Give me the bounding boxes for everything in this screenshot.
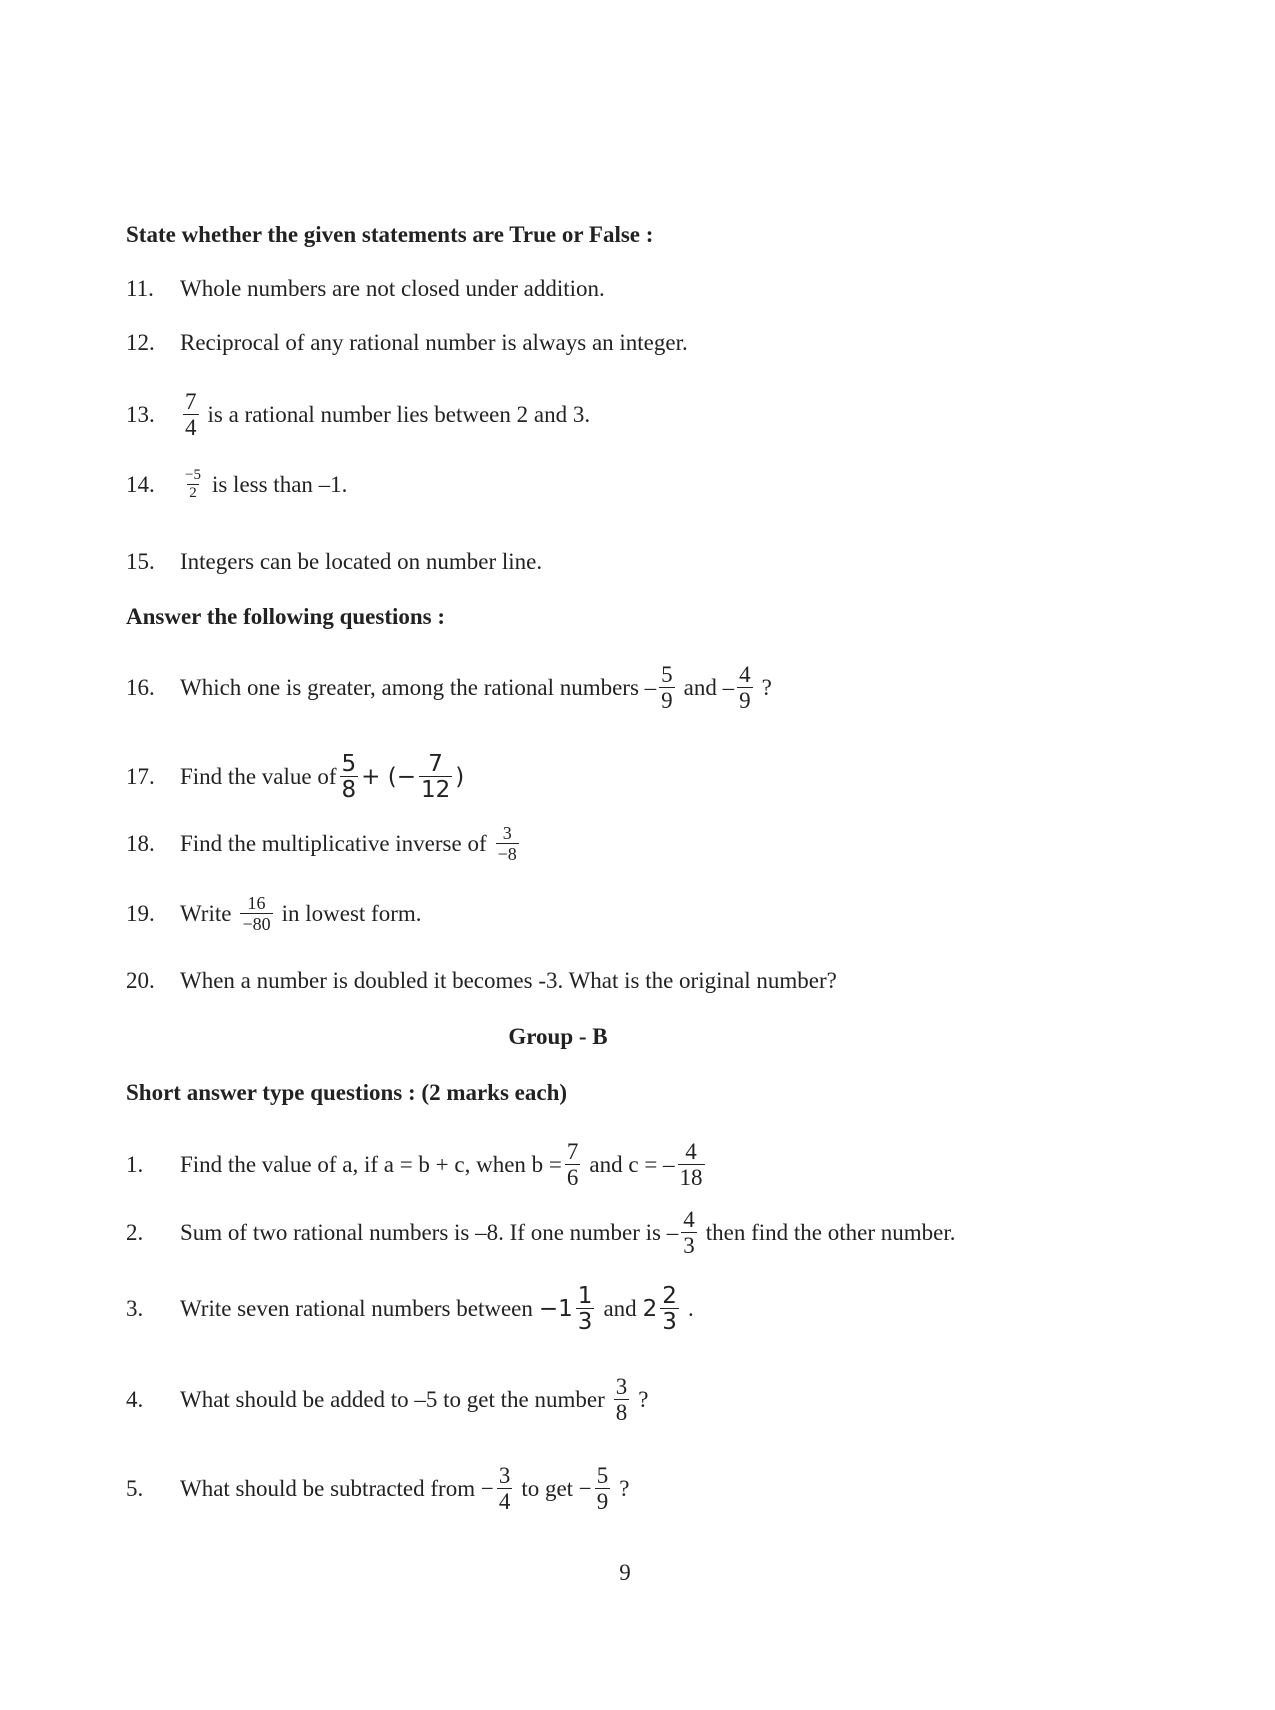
numerator: 7 (428, 751, 443, 777)
numerator: 7 (566, 1139, 579, 1164)
operator: + (− (361, 764, 416, 791)
numerator: 4 (683, 1207, 695, 1232)
group-title: Group - B (508, 1024, 608, 1049)
question-13 (126, 390, 590, 440)
denominator: 4 (185, 415, 197, 441)
question-text: in lowest form. (281, 900, 422, 926)
question-text: Write (180, 900, 232, 926)
question-text: is a rational number lies between 2 and 3. (207, 402, 591, 428)
section-heading-short-answer: Short answer type questions : (2 marks each) (126, 1080, 568, 1105)
denominator: −8 (497, 843, 517, 864)
mixed-number-whole: 2 (642, 1296, 658, 1323)
denominator: 3 (662, 1309, 677, 1336)
fraction (183, 390, 199, 440)
question-text: then find the other number. (705, 1220, 956, 1246)
fraction (737, 663, 753, 713)
numerator: 5 (341, 751, 357, 777)
fraction (614, 1375, 630, 1425)
fraction (240, 894, 272, 934)
denominator: 3 (683, 1233, 695, 1259)
question-number: 3. (126, 1296, 144, 1322)
question-text: Whole numbers are not closed under addition. (180, 276, 605, 301)
question-number: 14. (126, 471, 155, 497)
denominator: 18 (679, 1165, 703, 1191)
question-14 (126, 468, 347, 502)
fraction (576, 1284, 595, 1334)
denominator: 3 (577, 1309, 593, 1336)
numerator: 3 (615, 1374, 628, 1399)
question-text: Which one is greater, among the rational numbers – (180, 675, 657, 701)
question-number: 15. (126, 549, 155, 574)
denominator: 4 (498, 1489, 511, 1515)
question-text: What should be added to –5 to get the number (180, 1387, 605, 1413)
denominator: 8 (615, 1400, 628, 1426)
question-number: 17. (126, 764, 155, 790)
fraction (183, 468, 203, 502)
question-text: is less than –1. (211, 471, 348, 497)
question-text: What should be subtracted from − (180, 1476, 494, 1502)
question-12 (126, 330, 688, 356)
question-number: 19. (126, 900, 155, 926)
question-text: ? (761, 675, 772, 701)
fraction (565, 1140, 581, 1190)
numerator: 4 (685, 1139, 697, 1164)
fraction (497, 1464, 513, 1514)
question-text: When a number is doubled it becomes -3. What is the original number? (180, 968, 837, 993)
numerator: 4 (739, 662, 751, 687)
question-15 (126, 549, 542, 575)
question-16 (126, 663, 772, 713)
question-text: Write seven rational numbers between (180, 1296, 533, 1322)
denominator: 8 (341, 777, 357, 804)
fraction (419, 752, 452, 802)
numerator: 7 (185, 389, 197, 414)
question-text: to get − (521, 1476, 592, 1502)
question-text: Reciprocal of any rational number is always an integer. (180, 330, 688, 355)
question-number: 20. (126, 968, 155, 993)
numerator: 1 (577, 1283, 593, 1309)
question-b2 (126, 1208, 956, 1258)
numerator: 2 (662, 1283, 677, 1309)
question-text: Integers can be located on number line. (180, 549, 543, 574)
fraction (496, 824, 519, 864)
question-number: 16. (126, 675, 155, 701)
numerator: −5 (185, 467, 201, 483)
question-18 (126, 824, 522, 864)
question-text: . (687, 1296, 694, 1322)
question-17 (126, 752, 464, 802)
question-number: 5. (126, 1476, 144, 1502)
section-heading-answer: Answer the following questions : (126, 604, 446, 629)
fraction (340, 752, 359, 802)
denominator: 9 (739, 688, 751, 714)
denominator: 9 (661, 688, 673, 714)
question-text: and – (683, 675, 735, 701)
fraction (659, 663, 675, 713)
question-b4 (126, 1375, 648, 1425)
fraction (595, 1464, 611, 1514)
page-number: 9 (619, 1560, 631, 1585)
question-text: Find the multiplicative inverse of (180, 830, 487, 856)
question-number: 2. (126, 1220, 144, 1246)
question-number: 18. (126, 830, 155, 856)
denominator: 2 (189, 484, 197, 501)
section-heading-true-false: State whether the given statements are True or False : (126, 222, 654, 247)
question-text: and c = – (589, 1152, 675, 1178)
denominator: 6 (566, 1165, 579, 1191)
question-text: ? (619, 1476, 630, 1502)
numerator: 3 (498, 1463, 511, 1488)
question-text: and (603, 1296, 637, 1322)
numerator: 5 (661, 662, 673, 687)
question-text: Find the value of a, if a = b + c, when b = (180, 1152, 562, 1178)
question-number: 1. (126, 1152, 144, 1178)
denominator: 9 (596, 1489, 609, 1515)
numerator: 5 (596, 1463, 609, 1488)
numerator: 3 (502, 823, 512, 843)
question-text: Find the value of (180, 764, 337, 790)
closing-parenthesis: ) (455, 764, 465, 791)
fraction (678, 1140, 705, 1190)
question-b1 (126, 1140, 708, 1190)
question-20 (126, 968, 837, 994)
fraction (681, 1208, 697, 1258)
question-number: 4. (126, 1387, 144, 1413)
question-b3 (126, 1284, 694, 1334)
denominator: −80 (242, 913, 271, 934)
question-text: Sum of two rational numbers is –8. If one number is – (180, 1220, 679, 1246)
fraction (660, 1284, 679, 1334)
question-number: 13. (126, 402, 155, 428)
question-11 (126, 276, 605, 302)
question-number: 12. (126, 330, 155, 355)
question-b5 (126, 1464, 630, 1514)
question-19 (126, 894, 422, 934)
denominator: 12 (420, 777, 451, 804)
question-number: 11. (126, 276, 154, 301)
numerator: 16 (247, 893, 266, 913)
question-text: ? (638, 1387, 649, 1413)
mixed-number-whole: −1 (538, 1296, 573, 1323)
